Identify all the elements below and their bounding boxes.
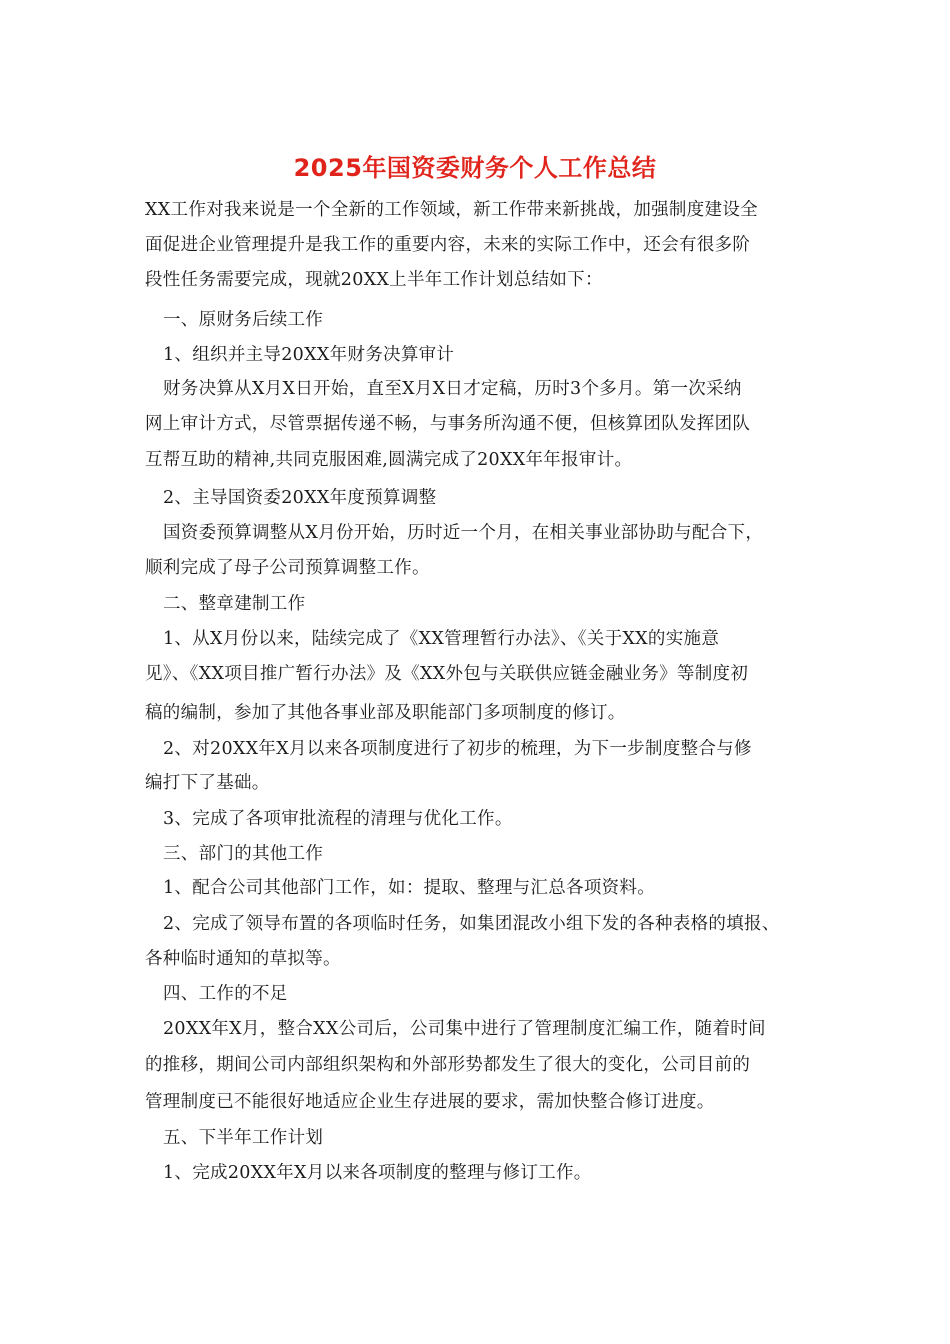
- paragraph-line: 段性任务需要完成，现就20XX上半年工作计划总结如下：: [145, 270, 603, 290]
- section-heading: 四、工作的不足: [163, 984, 288, 1004]
- paragraph-line: 见》、《XX项目推广暂行办法》及《XX外包与关联供应链金融业务》等制度初: [145, 664, 749, 684]
- paragraph-line: 2、对20XX年X月以来各项制度进行了初步的梳理，为下一步制度整合与修: [163, 739, 752, 759]
- paragraph-line: 20XX年X月，整合XX公司后，公司集中进行了管理制度汇编工作，随着时间: [163, 1019, 766, 1039]
- paragraph-line: 稿的编制，参加了其他各事业部及职能部门多项制度的修订。: [145, 703, 626, 723]
- paragraph-line: 编打下了基础。: [145, 773, 270, 793]
- paragraph-line: 各种临时通知的草拟等。: [145, 949, 341, 969]
- paragraph-line: 1、从X月份以来，陆续完成了《XX管理暂行办法》、《关于XX的实施意: [163, 629, 720, 649]
- subsection-heading: 1、组织并主导20XX年财务决算审计: [163, 345, 455, 365]
- paragraph-line: 管理制度已不能很好地适应企业生存进展的要求，需加快整合修订进度。: [145, 1092, 715, 1112]
- paragraph-line: 网上审计方式，尽管票据传递不畅，与事务所沟通不便，但核算团队发挥团队: [145, 414, 751, 434]
- paragraph-line: 顺利完成了母子公司预算调整工作。: [145, 558, 430, 578]
- section-heading: 五、下半年工作计划: [163, 1128, 324, 1148]
- paragraph-line: XX工作对我来说是一个全新的工作领域，新工作带来新挑战，加强制度建设全: [145, 200, 758, 220]
- section-heading: 三、部门的其他工作: [163, 844, 324, 864]
- paragraph-line: 面促进企业管理提升是我工作的重要内容，未来的实际工作中，还会有很多阶: [145, 235, 751, 255]
- paragraph-line: 3、完成了各项审批流程的清理与优化工作。: [163, 809, 513, 829]
- paragraph-line: 互帮互助的精神,共同克服困难,圆满完成了20XX年年报审计。: [145, 450, 633, 470]
- paragraph-line: 1、完成20XX年X月以来各项制度的整理与修订工作。: [163, 1163, 592, 1183]
- document-title: 2025年国资委财务个人工作总结: [293, 154, 657, 182]
- subsection-heading: 2、主导国资委20XX年度预算调整: [163, 488, 437, 508]
- paragraph-line: 的推移，期间公司内部组织架构和外部形势都发生了很大的变化，公司目前的: [145, 1055, 751, 1075]
- paragraph-line: 1、配合公司其他部门工作，如：提取、整理与汇总各项资料。: [163, 878, 656, 898]
- paragraph-line: 2、完成了领导布置的各项临时任务，如集团混改小组下发的各种表格的填报、: [163, 914, 780, 934]
- paragraph-line: 财务决算从X月X日开始，直至X月X日才定稿，历时3个多月。第一次采纳: [163, 379, 742, 399]
- section-heading: 一、原财务后续工作: [163, 310, 324, 330]
- paragraph-line: 国资委预算调整从X月份开始，历时近一个月，在相关事业部协助与配合下，: [163, 523, 764, 543]
- section-heading: 二、整章建制工作: [163, 594, 306, 614]
